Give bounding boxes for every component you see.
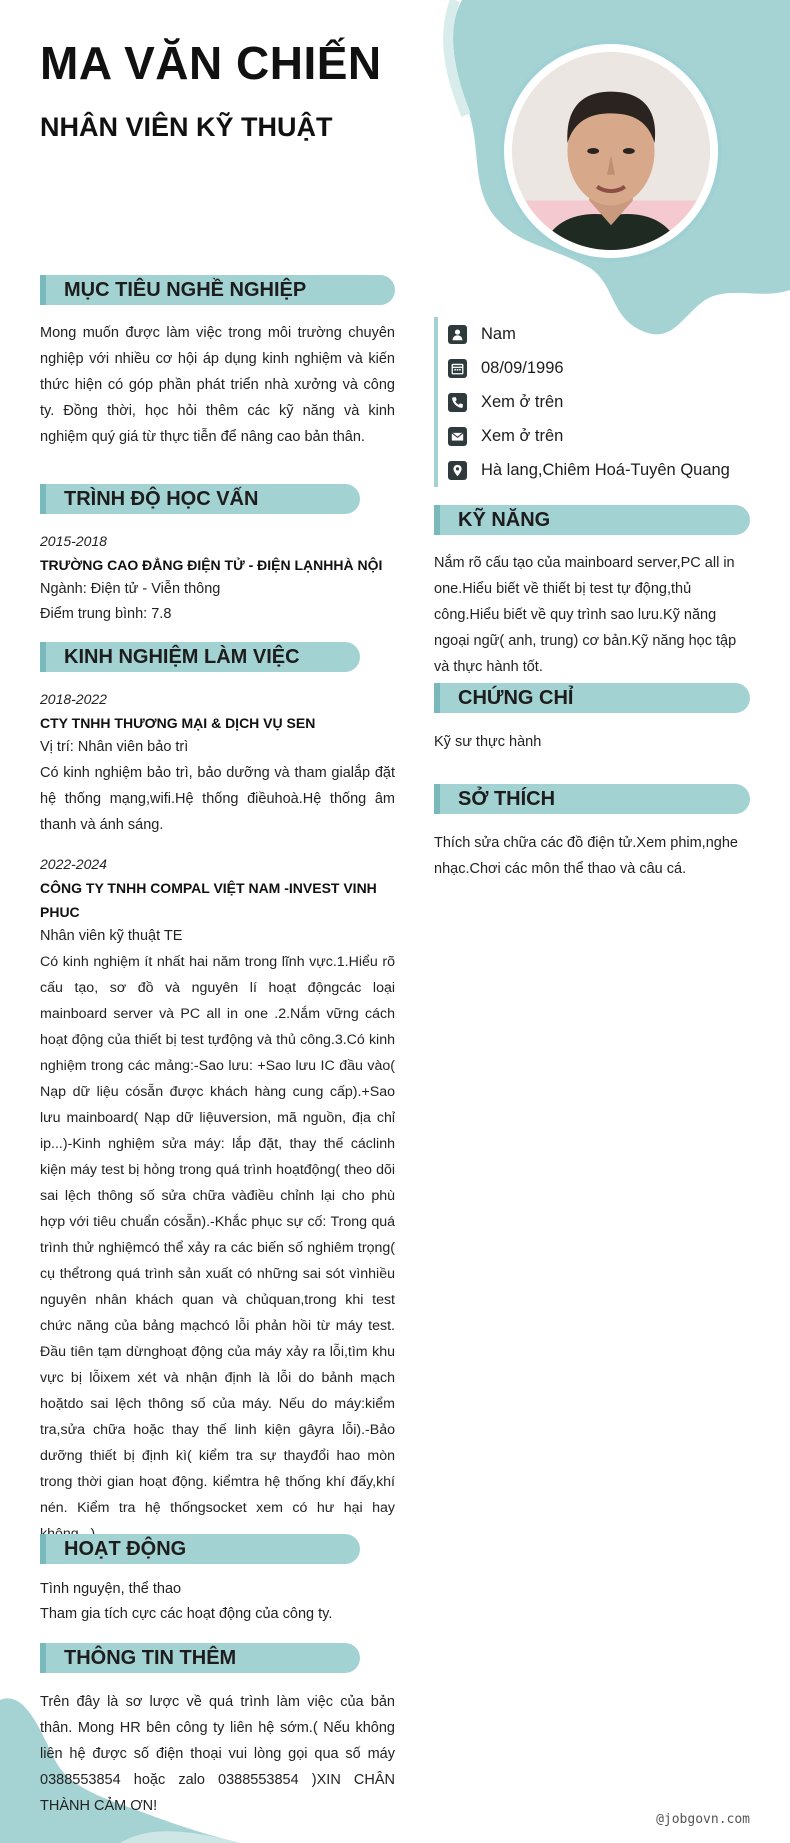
education-major: Ngành: Điện tử - Viễn thông (40, 581, 221, 597)
section-header-certificates (434, 683, 750, 713)
experience-description: Có kinh nghiệm bảo trì, bảo dưỡng và tham gialắp đặt hệ thống mạng,wifi.Hệ thống điềuhoà.Hệ thống âm thanh và ánh sáng. (40, 765, 395, 833)
experience-entry (40, 852, 395, 1547)
avatar (500, 40, 722, 262)
experience-company: CTY TNHH THƯƠNG MẠI & DỊCH VỤ SEN (40, 715, 316, 731)
section-header-education (40, 484, 360, 514)
section-title-skills: KỸ NĂNG (458, 508, 551, 531)
location-icon (448, 461, 467, 480)
section-header-hobbies (434, 784, 750, 814)
contact-email (448, 419, 754, 453)
additional-text: Trên đây là sơ lược về quá trình làm việc của bản thân. Mong HR bên công ty liên hệ sớm.( Nếu không liên hệ được số điện thoại vui lòng gọi qua số máy 0388553854 hoặc zalo 0388553854 )XIN CHÂN THÀNH CẢM ƠN! (40, 1694, 395, 1814)
education-school: TRƯỜNG CAO ĐẲNG ĐIỆN TỬ - ĐIỆN LẠNHHÀ NỘI (40, 557, 383, 573)
job-title: NHÂN VIÊN KỸ THUẬT (40, 112, 333, 142)
contact-phone-text: Xem ở trên (481, 392, 564, 411)
activities-content (40, 1577, 395, 1627)
activities-line: Tình nguyện, thể thao (40, 1581, 182, 1597)
section-title-activities: HOẠT ĐỘNG (64, 1537, 187, 1560)
experience-company: CÔNG TY TNHH COMPAL VIỆT NAM -INVEST VINH PHUC (40, 880, 377, 920)
section-header-objective (40, 275, 395, 305)
section-title-experience: KINH NGHIỆM LÀM VIỆC (64, 645, 300, 668)
education-gpa: Điểm trung bình: 7.8 (40, 606, 172, 622)
section-title-additional: THÔNG TIN THÊM (64, 1646, 237, 1669)
contact-info (434, 317, 754, 487)
candidate-name: MA VĂN CHIẾN (40, 37, 382, 89)
objective-text: Mong muốn được làm việc trong môi trường chuyên nghiệp với nhiều cơ hội áp dụng kinh nghiệm và kiến thức hiện có góp phần phát triển nhà xưởng và công ty. Đồng thời, học hỏi thêm các kỹ năng và kinh nghiệm quý giá từ thực tiễn để nâng cao bản thân. (40, 325, 395, 445)
calendar-icon (448, 359, 467, 378)
contact-gender (448, 317, 754, 351)
mail-icon (448, 427, 467, 446)
contact-address (448, 453, 754, 487)
section-title-objective: MỤC TIÊU NGHỀ NGHIỆP (64, 278, 307, 301)
experience-description: Có kinh nghiệm ít nhất hai năm trong lĩnh vực.1.Hiểu rõ cấu tạo, sơ đồ và nguyên lí hoạt độngcác loại mainboard server và PC all in one .2.Nắm vững cách hoạt động của thiết bị test tựđộng và thủ công.3.Có kinh nghiệm trong các mảng:-Sao lưu: +Sao lưu IC đầu vào( Nạp dữ liệu cósẵn được khách hàng cung cấp).+Sao lưu mainboard( Nạp dữ liệuversion, mã nguồn, địa chỉ ip...)-Kinh nghiệm sửa máy: lắp đặt, thay thế cáclinh kiện máy test bị hỏng trong quá trình hoạtđộng( theo dõi sai lệch thông số sửa chữa vàđiều chỉnh lại cho phù hợp với tiêu chuẩn cósẵn).-Khắc phục sự cố: Trong quá trình thử nghiệmcó thể xảy ra các biến số nghiêm trọng( cụ thểtrong quá trình sản xuất có những sai sót vìnhiều nguyên nhân khách quan và chủquan,trong khi test chức năng của bảng mạchcó lỗi phản hồi từ máy test. Đầu tiên tạm dừnghoạt động của máy xảy ra lỗi,tìm khu vực bị lỗixem xét và nhận định là lỗi do bảnh mạch hoặtdo sai lệch thông số của máy. Nếu do máy:kiểm tra,sửa chữa hoặc thay thế linh kiện gâyra lỗi).-Bảo dưỡng thiết bị định kì( kiểm tra sự thayđổi hao mòn trong thời gian hoạt động. kiểmtra hệ thống khí đấy,khí nén. Kiểm tra hệ thốngsocket xem có hư hại hay (40, 954, 395, 1516)
contact-gender-text: Nam (481, 324, 516, 343)
contact-birthday (448, 351, 754, 385)
education-entry (40, 529, 395, 627)
contact-birthday-text: 08/09/1996 (481, 358, 564, 377)
section-header-skills (434, 505, 750, 535)
phone-icon (448, 393, 467, 412)
section-title-certificates: CHỨNG CHỈ (458, 686, 574, 709)
experience-position: Nhân viên kỹ thuật TE (40, 928, 183, 944)
experience-period: 2022-2024 (40, 856, 107, 872)
section-header-activities (40, 1534, 360, 1564)
certificates-text: Kỹ sư thực hành (434, 734, 542, 750)
experience-entry (40, 687, 395, 838)
contact-address-text: Hà lang,Chiêm Hoá-Tuyên Quang (481, 460, 730, 479)
skills-text: Nắm rõ cấu tạo của mainboard server,PC all in one.Hiểu biết về thiết bị test tự động,thủ công.Hiểu biết về quy trình sao lưu.Kỹ năng ngoại ngữ( anh, trung) cơ bản.Kỹ năng học tập và thực hành tốt. (434, 555, 737, 675)
hobbies-text: Thích sửa chữa các đồ điện tử.Xem phim,nghe nhạc.Chơi các môn thể thao và câu cá. (434, 835, 738, 877)
section-header-experience (40, 642, 360, 672)
section-header-additional (40, 1643, 360, 1673)
user-icon (448, 325, 467, 344)
education-period: 2015-2018 (40, 533, 107, 549)
contact-phone (448, 385, 754, 419)
footer-watermark: @jobgovn.com (656, 1812, 750, 1827)
section-title-education: TRÌNH ĐỘ HỌC VẤN (64, 487, 259, 510)
experience-period: 2018-2022 (40, 691, 107, 707)
portrait-photo (512, 52, 710, 250)
section-title-hobbies: SỞ THÍCH (458, 787, 556, 810)
contact-email-text: Xem ở trên (481, 426, 564, 445)
activities-line: Tham gia tích cực các hoạt động của công ty. (40, 1606, 333, 1622)
experience-position: Vị trí: Nhân viên bảo trì (40, 739, 189, 755)
